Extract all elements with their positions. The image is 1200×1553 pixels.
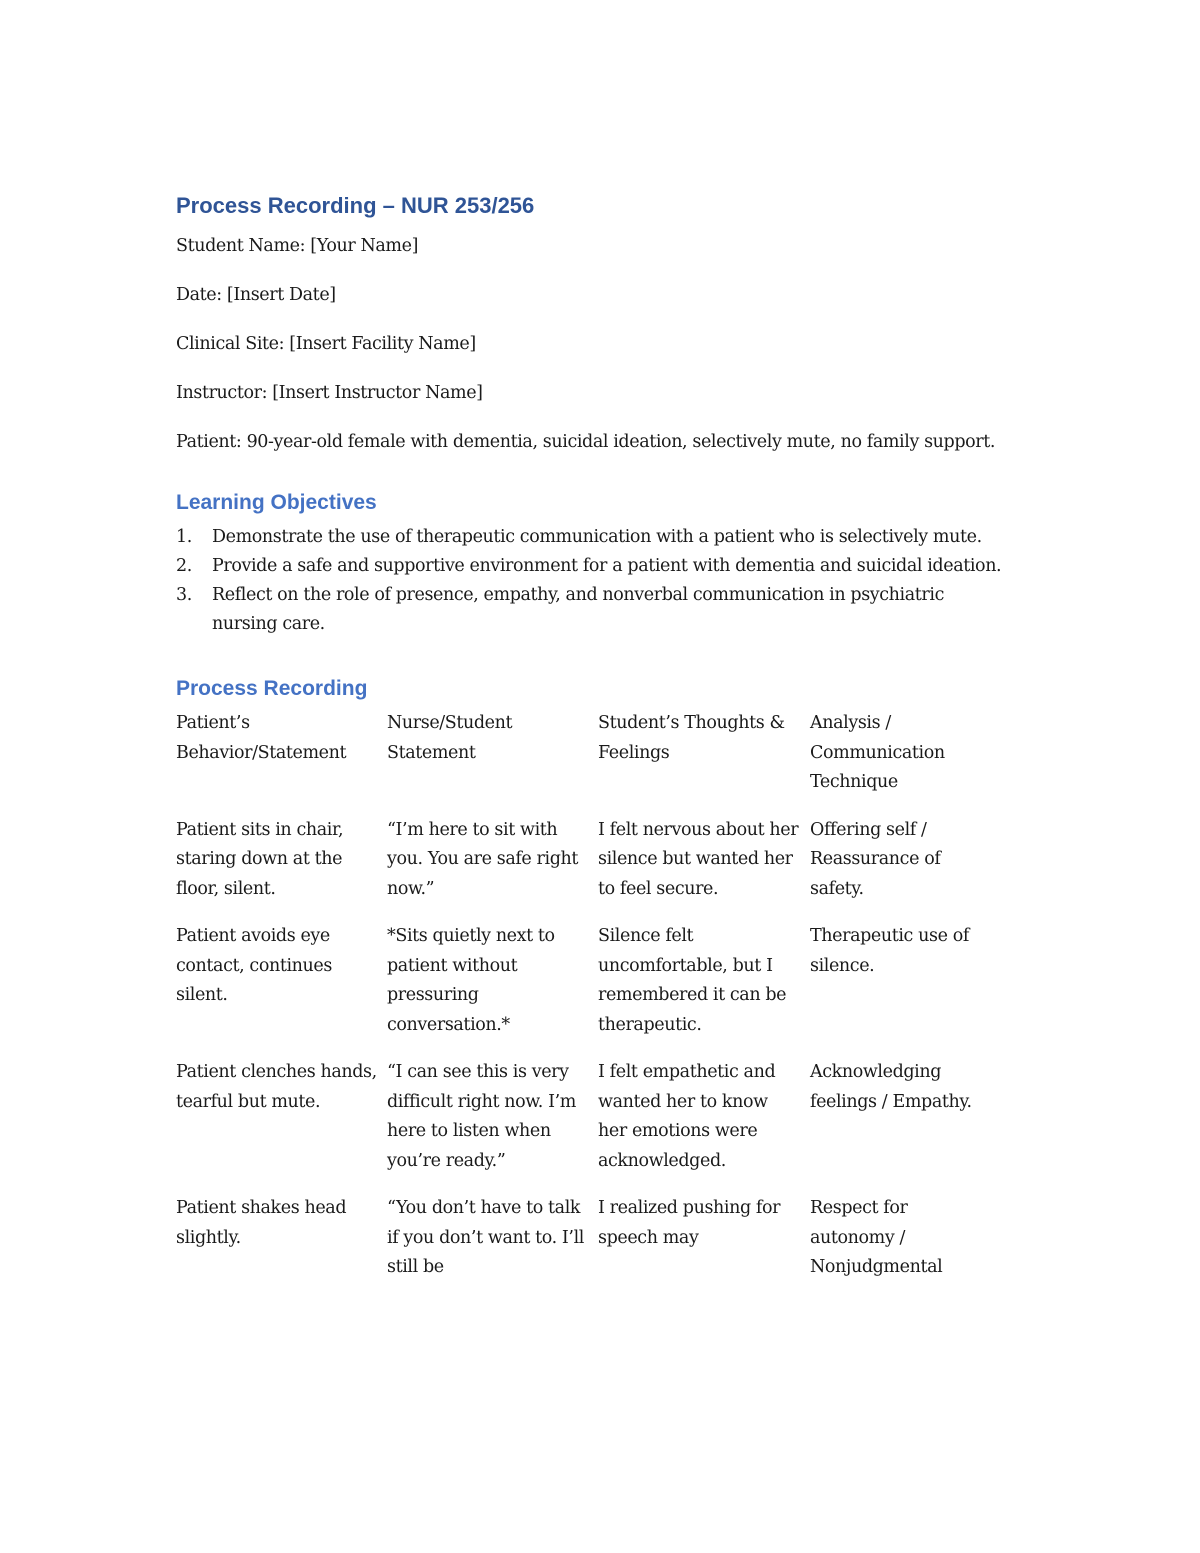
student-name-field: Student Name: [Your Name] bbox=[176, 236, 418, 256]
table-cell: *Sits quietly next to patient without pressuring conversation.* bbox=[387, 926, 555, 1035]
list-item bbox=[176, 581, 1006, 639]
list-item bbox=[176, 523, 1006, 552]
table-cell: Therapeutic use of silence. bbox=[810, 926, 969, 976]
table-cell: Acknowledging feelings / Empathy. bbox=[810, 1062, 972, 1112]
learning-objectives-list bbox=[176, 523, 1006, 639]
table-cell: Patient clenches hands, tearful but mute. bbox=[176, 1062, 377, 1112]
table-cell: Patient avoids eye contact, continues silent. bbox=[176, 926, 332, 1005]
column-header-nurse-statement: Nurse/Student Statement bbox=[387, 713, 513, 763]
date-field: Date: [Insert Date] bbox=[176, 285, 336, 305]
table-cell: “You don’t have to talk if you don’t want to. I’ll still be bbox=[387, 1198, 584, 1277]
list-item-text: Demonstrate the use of therapeutic communication with a patient who is selectively mute. bbox=[212, 527, 982, 547]
table-cell: Patient sits in chair, staring down at the floor, silent. bbox=[176, 819, 344, 899]
clinical-site-field: Clinical Site: [Insert Facility Name] bbox=[176, 334, 476, 354]
table-cell: Respect for autonomy / Nonjudgmental bbox=[810, 1198, 943, 1277]
list-number: 2. bbox=[176, 556, 192, 576]
document-title: Process Recording – NUR 253/256 bbox=[176, 193, 535, 218]
table-cell: Silence felt uncomfortable, but I remembered it can be therapeutic. bbox=[598, 926, 787, 1035]
column-header-patient-behavior: Patient’s Behavior/Statement bbox=[176, 713, 347, 763]
table-cell: Offering self / Reassurance of safety. bbox=[810, 819, 941, 899]
table-cell: “I can see this is very difficult right now. I’m here to listen when you’re ready.” bbox=[387, 1062, 576, 1171]
process-recording-heading: Process Recording bbox=[176, 677, 368, 700]
instructor-field: Instructor: [Insert Instructor Name] bbox=[176, 383, 483, 403]
list-number: 1. bbox=[176, 527, 192, 547]
patient-description: Patient: 90-year-old female with dementia, suicidal ideation, selectively mute, no family support. bbox=[176, 432, 996, 452]
list-item bbox=[176, 552, 1006, 581]
table-cell: Patient shakes head slightly. bbox=[176, 1198, 347, 1248]
list-number: 3. bbox=[176, 585, 192, 605]
column-header-analysis: Analysis / Communication Technique bbox=[810, 713, 945, 792]
list-item-text: Reflect on the role of presence, empathy, and nonverbal communication in psychiatric nursing care. bbox=[212, 585, 944, 634]
table-cell: I felt empathetic and wanted her to know her emotions were acknowledged. bbox=[598, 1062, 776, 1171]
column-header-student-thoughts: Student’s Thoughts & Feelings bbox=[598, 713, 785, 763]
learning-objectives-heading: Learning Objectives bbox=[176, 491, 377, 514]
table-cell: “I’m here to sit with you. You are safe right now.” bbox=[387, 819, 579, 899]
table-cell: I realized pushing for speech may bbox=[598, 1198, 781, 1248]
table-cell: I felt nervous about her silence but wanted her to feel secure. bbox=[598, 819, 799, 899]
document-content bbox=[176, 190, 1006, 1301]
process-recording-table bbox=[176, 709, 1006, 1301]
list-item-text: Provide a safe and supportive environment for a patient with dementia and suicidal ideation. bbox=[212, 556, 1002, 576]
